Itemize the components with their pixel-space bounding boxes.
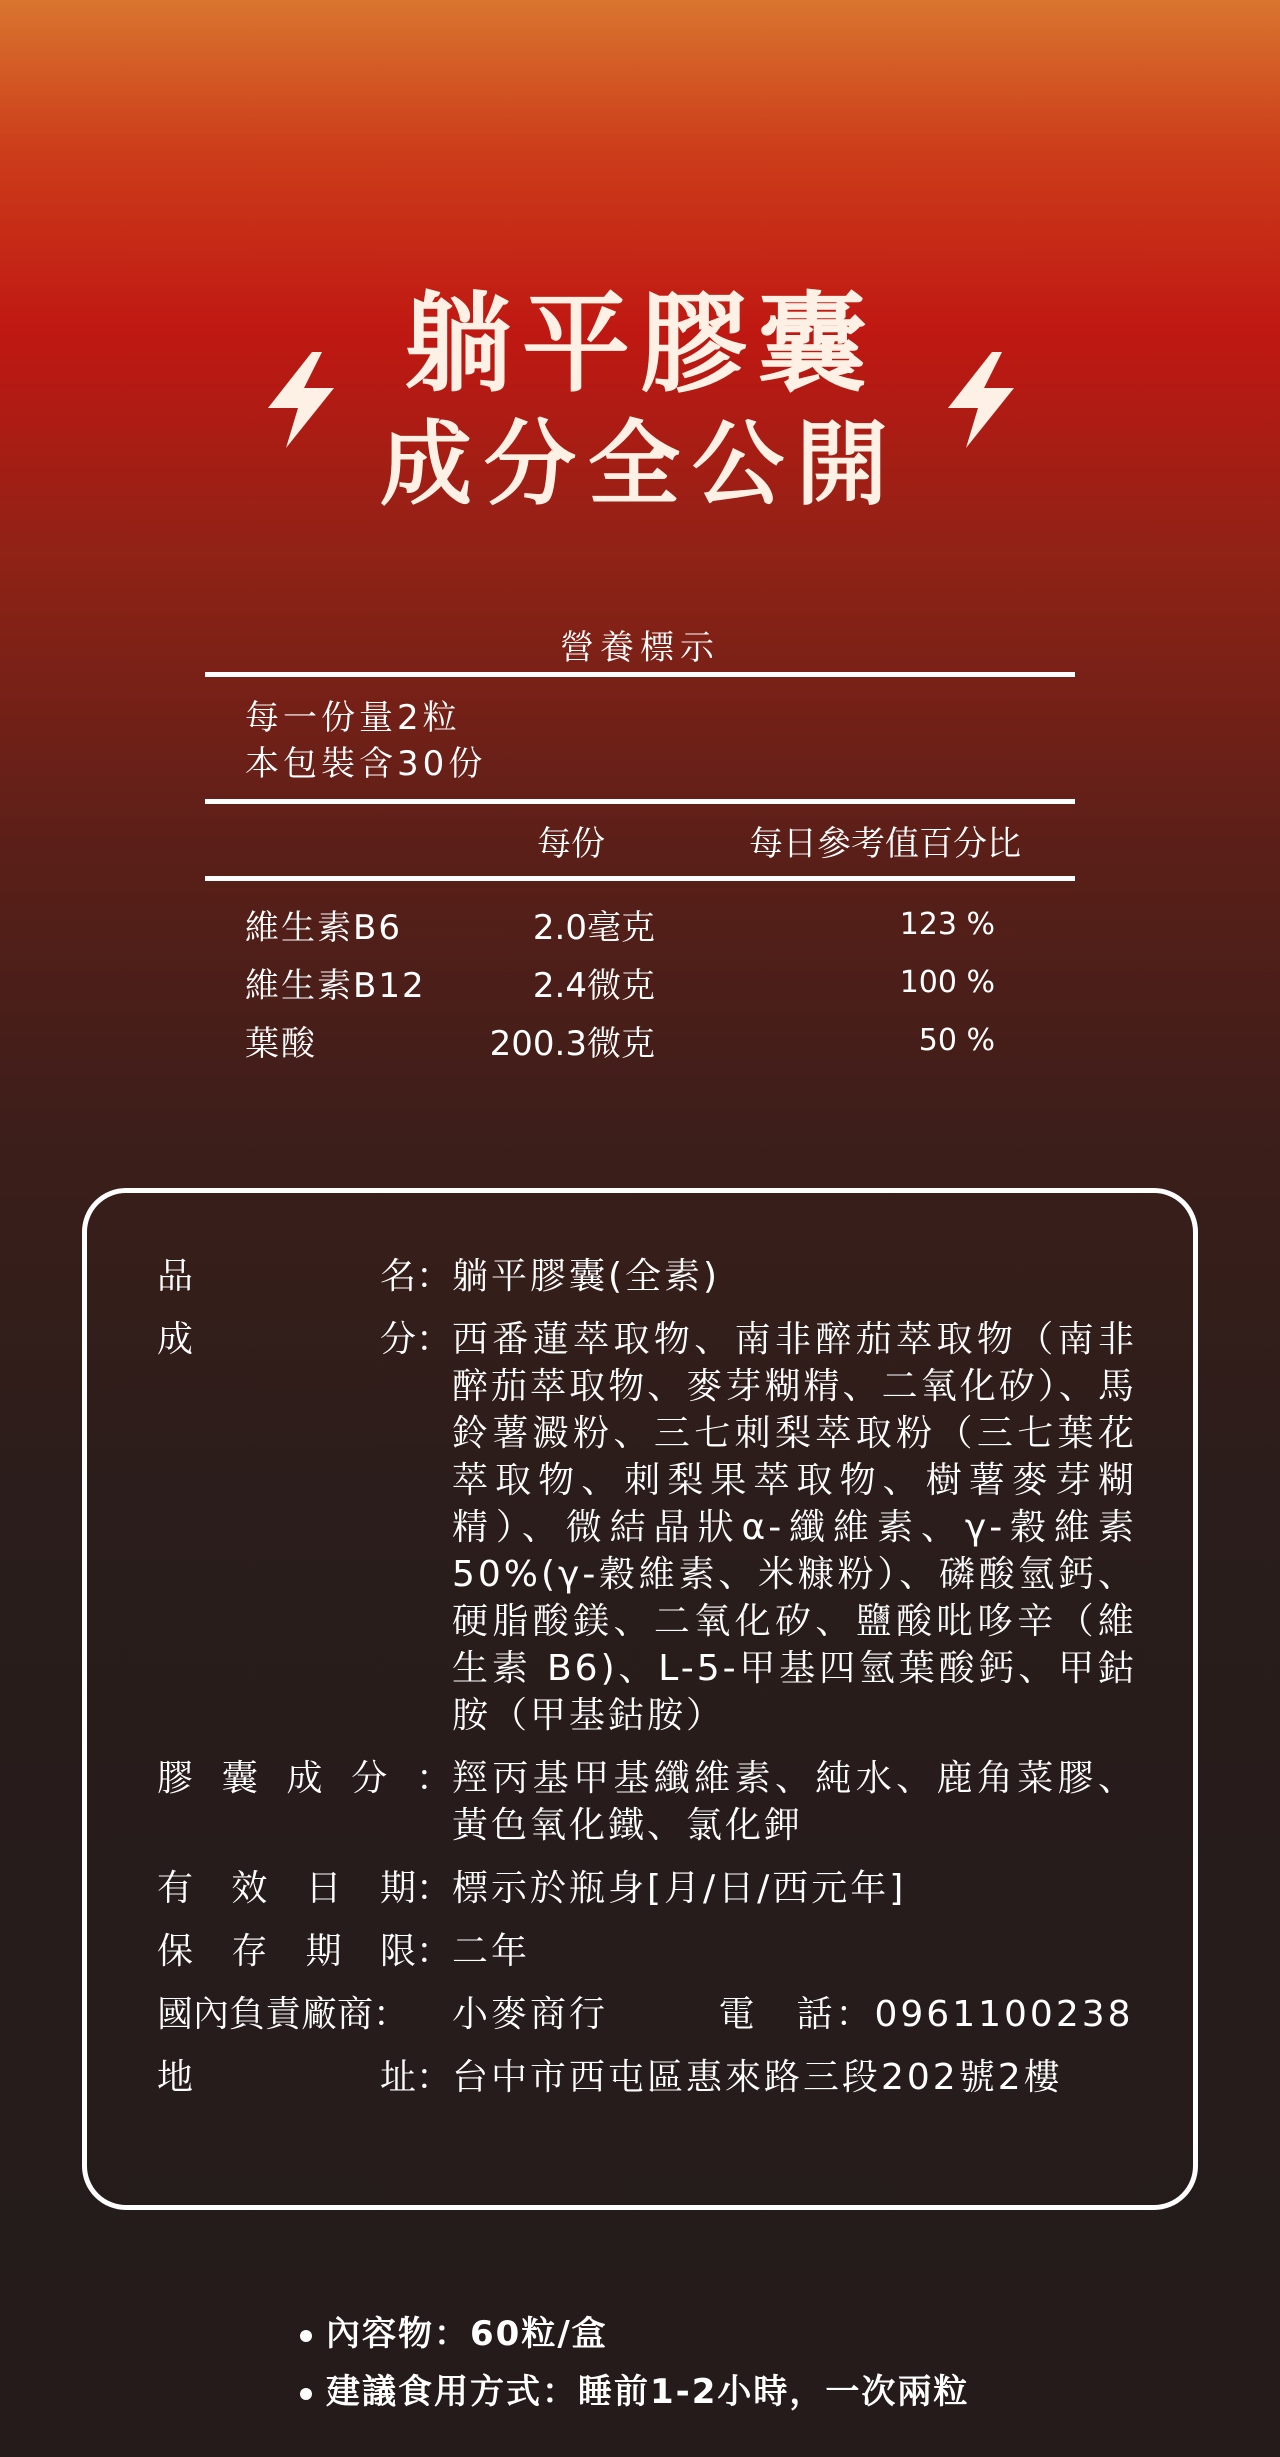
capsule-ingredients: 羥丙基甲基纖維素、純水、鹿角菜膠、黃色氧化鐵、氯化鉀 — [452, 1758, 1137, 1846]
product-info-box — [82, 1188, 1198, 2210]
label-char: 成 — [157, 1319, 194, 1360]
lightning-bolt-icon — [940, 350, 1020, 450]
label-char: 分： — [379, 1319, 452, 1360]
nutrient-amount: 2.0毫克 — [532, 907, 655, 948]
label-char: 保 — [157, 1931, 194, 1972]
label-char: 期： — [379, 1868, 452, 1909]
info-label — [157, 1316, 452, 1739]
product-info — [157, 1253, 1137, 2117]
nutrient-dv: 100 % — [899, 964, 995, 1000]
info-label — [157, 1865, 452, 1912]
contents-text: 內容物：60粒/盒 — [326, 2314, 608, 2354]
label-char: 成 — [286, 1758, 323, 1799]
label-char: 品 — [157, 1256, 194, 1297]
bottom-notes — [300, 2305, 969, 2421]
nutrient-name: 維生素B6 — [245, 907, 402, 948]
lightning-bolt-icon — [260, 350, 340, 450]
label-char: 囊 — [221, 1758, 258, 1799]
shelf-life-value: 二年 — [452, 1931, 531, 1972]
bullet-icon — [300, 2388, 312, 2400]
nutrient-amount: 2.4微克 — [532, 965, 655, 1006]
info-row-name — [157, 1253, 1137, 1300]
vendor-value — [452, 1991, 1137, 2038]
info-label — [157, 1253, 452, 1300]
page-subtitle: 成分全公開 — [379, 411, 900, 518]
info-label — [157, 1928, 452, 1975]
ingredients-text: 西番蓮萃取物、南非醉茄萃取物（南非醉茄萃取物、麥芽糊精、二氧化矽）、馬鈴薯澱粉、三七刺梨萃取粉（三七葉花萃取物、刺梨果萃取物、樹薯麥芽糊精）、微結晶狀α-纖維素、γ-穀維素 50%(γ-穀維素、米糠粉）、磷酸氫鈣、硬脂酸鎂、二氧化矽、鹽酸吡哆辛（維生素 B6)、L-5-甲基四氫葉酸鈣、甲鈷胺（甲基鈷胺） — [452, 1319, 1137, 1736]
bullet-icon — [300, 2330, 312, 2342]
col-daily-value: 每日參考值百分比 — [749, 823, 1021, 864]
info-row-ingredients — [157, 1316, 1137, 1739]
header — [0, 280, 1280, 520]
nutrition-header-row — [205, 804, 1075, 876]
vendor-name: 小麥商行 — [452, 1994, 609, 2035]
expiry-value: 標示於瓶身[月/日/西元年] — [452, 1868, 907, 1909]
label-char: 名： — [379, 1256, 452, 1297]
nutrient-amount: 200.3微克 — [489, 1023, 655, 1064]
phone-label: 電 話： — [718, 1994, 875, 2035]
product-name: 躺平膠囊(全素) — [452, 1256, 721, 1297]
label-char: 有 — [157, 1868, 194, 1909]
nutrition-title: 營養標示 — [560, 628, 720, 668]
title-block — [380, 280, 900, 520]
nutrition-row — [205, 953, 1075, 1011]
info-row-shelf — [157, 1928, 1137, 1975]
nutrient-name: 葉酸 — [245, 1023, 317, 1064]
page-title: 躺平膠囊 — [403, 282, 876, 407]
servings-per-pack: 本包裝含30份 — [245, 744, 487, 784]
nutrition-row — [205, 1011, 1075, 1069]
info-label — [157, 1991, 452, 2038]
nutrition-row — [205, 895, 1075, 953]
label-char: 膠 — [157, 1758, 194, 1799]
label-char: 日 — [305, 1868, 342, 1909]
label-char: 地 — [157, 2057, 194, 2098]
usage-note — [300, 2363, 969, 2421]
info-row-vendor — [157, 1991, 1137, 2038]
vendor-label: 國內負責廠商： — [157, 1994, 410, 2035]
nutrient-dv: 123 % — [899, 906, 995, 942]
info-label — [157, 2054, 452, 2101]
contents-note — [300, 2305, 969, 2363]
nutrition-rows — [205, 881, 1075, 1069]
label-char: 址： — [379, 2057, 452, 2098]
usage-text: 建議食用方式：睡前1-2小時，一次兩粒 — [326, 2372, 970, 2412]
label-char: 期 — [305, 1931, 342, 1972]
info-row-capsule — [157, 1755, 1137, 1849]
phone-number: 0961100238 — [874, 1994, 1134, 2035]
label-char: 效 — [231, 1868, 268, 1909]
serving-info — [205, 677, 1075, 799]
col-per-serving: 每份 — [537, 823, 605, 864]
info-row-expiry — [157, 1865, 1137, 1912]
info-label — [157, 1755, 452, 1849]
label-char: 存 — [231, 1931, 268, 1972]
label-char: 分 — [351, 1758, 388, 1799]
nutrient-name: 維生素B12 — [245, 965, 426, 1006]
label-char: ： — [415, 1758, 452, 1799]
label-char: 限： — [379, 1931, 452, 1972]
address-value: 台中市西屯區惠來路三段202號2樓 — [452, 2057, 1063, 2098]
nutrient-dv: 50 % — [918, 1022, 995, 1058]
serving-size: 每一份量2粒 — [245, 698, 461, 738]
nutrition-facts — [205, 620, 1075, 1069]
info-row-address — [157, 2054, 1137, 2101]
